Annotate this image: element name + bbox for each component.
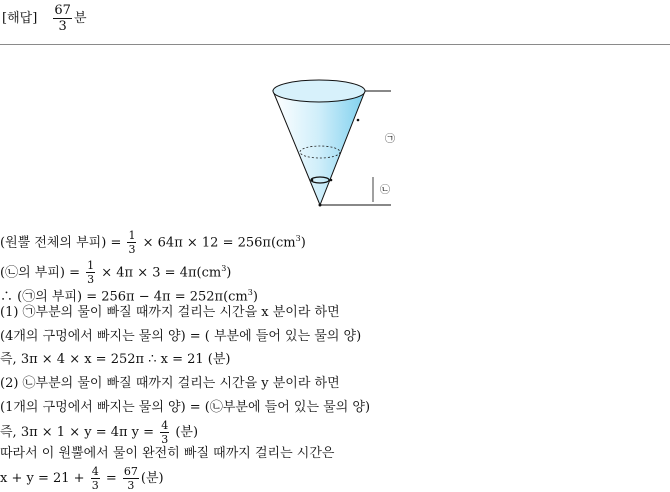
line-a-volume: ∴ (㉠의 부피) = $256\pi - 4\pi = 252\pi(cm^3)$ bbox=[0, 288, 258, 305]
answer-label: [해답] bbox=[2, 11, 38, 26]
line-part1-result: 즉, 3π × 4 × x = 252π ∴ x = 21 (분) bbox=[0, 352, 231, 367]
line-final-sum: x + y = 21 + $\frac{4}{3}$ = $\frac{67}{3}$ (분) bbox=[0, 465, 164, 492]
fraction: $\frac{1}{3}$ bbox=[128, 229, 136, 257]
line-b-volume: (㉡의 부피) = $\frac{1}{3}$ × $4\pi \times 3 = 4\pi(cm^3)$ bbox=[0, 259, 232, 287]
hole-dot bbox=[311, 179, 314, 182]
label-region-b: ㉡ bbox=[380, 185, 390, 196]
line-part2-intro: (2) ㉡부분의 물이 빠질 때까지 걸리는 시간을 y 분이라 하면 bbox=[0, 376, 340, 391]
cone-top-ellipse bbox=[273, 80, 365, 102]
line-part1-intro: (1) ㉠부분의 물이 빠질 때까지 걸리는 시간을 x 분이라 하면 bbox=[0, 305, 340, 320]
hole-dot bbox=[357, 119, 360, 122]
label-region-a: ㉠ bbox=[385, 134, 395, 145]
answer-unit: 분 bbox=[73, 11, 87, 26]
line-conclusion: 따라서 이 원뿔에서 물이 완전히 빠질 때까지 걸리는 시간은 bbox=[0, 446, 335, 461]
fraction: $\frac{4}{3}$ bbox=[161, 419, 169, 446]
line-total-volume: (원뿔 전체의 부피) = $\frac{1}{3}$ × $64\pi \times 12 = 256\pi(cm^3)$ bbox=[0, 229, 306, 257]
answer-fraction: $\frac{67}{3}$ bbox=[54, 3, 71, 34]
line-part2-equation-text: (1개의 구멍에서 빠지는 물의 양) = (㉡부분에 들어 있는 물의 양) bbox=[0, 400, 371, 415]
cone-body bbox=[273, 91, 365, 205]
fraction: $\frac{1}{3}$ bbox=[87, 259, 95, 287]
hole-dot bbox=[319, 204, 322, 207]
fraction: $\frac{4}{3}$ bbox=[91, 465, 99, 492]
divider bbox=[0, 44, 670, 45]
line-part2-result: 즉, 3π × 1 × y = 4π y = $\frac{4}{3}$ (분) bbox=[0, 419, 199, 446]
hole-dot bbox=[330, 179, 333, 182]
fraction: $\frac{67}{3}$ bbox=[123, 465, 138, 492]
answer-header bbox=[2, 4, 87, 34]
line-part1-equation-text: (4개의 구멍에서 빠지는 물의 양) = ( 부분에 들어 있는 물의 양) bbox=[0, 329, 362, 344]
